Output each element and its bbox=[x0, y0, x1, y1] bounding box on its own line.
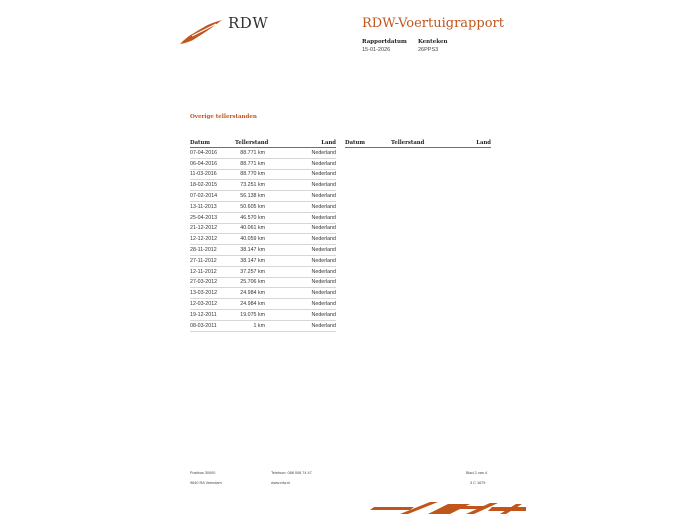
cell-reading: 24.984 km bbox=[240, 290, 265, 297]
cell-date: 12-11-2012 bbox=[190, 268, 217, 275]
table-row bbox=[190, 170, 336, 181]
report-date-block bbox=[362, 39, 407, 53]
cell-country: Nederland bbox=[311, 268, 336, 275]
table-row bbox=[190, 321, 336, 332]
cell-date: 13-11-2013 bbox=[190, 203, 217, 210]
cell-date: 06-04-2016 bbox=[190, 160, 218, 167]
cell-country: Nederland bbox=[311, 301, 336, 308]
table-row bbox=[190, 310, 336, 321]
cell-reading: 73.251 km bbox=[240, 182, 265, 189]
document-title: RDW-Voertuigrapport bbox=[362, 16, 504, 31]
odometer-table-second bbox=[345, 138, 491, 148]
rdw-stripe-graphic-icon bbox=[370, 500, 526, 514]
cell-date: 19-12-2011 bbox=[190, 311, 217, 318]
cell-date: 18-02-2015 bbox=[190, 182, 218, 189]
col-country-header: Land bbox=[321, 140, 336, 146]
table-row bbox=[190, 213, 336, 224]
plate-block bbox=[418, 39, 448, 53]
table-header bbox=[190, 138, 336, 148]
cell-country: Nederland bbox=[311, 193, 336, 200]
cell-reading: 88.771 km bbox=[240, 160, 265, 167]
cell-country: Nederland bbox=[311, 257, 336, 264]
cell-date: 07-02-2014 bbox=[190, 193, 218, 200]
plate-label: Kenteken bbox=[418, 39, 448, 45]
col-date-header: Datum bbox=[190, 140, 210, 146]
cell-reading: 25.706 km bbox=[240, 279, 265, 286]
table-row bbox=[190, 267, 336, 278]
cell-reading: 19.075 km bbox=[240, 311, 265, 318]
footer-code: 3 C 1679 bbox=[470, 481, 486, 485]
cell-date: 28-11-2012 bbox=[190, 247, 217, 254]
rdw-logo-icon bbox=[178, 14, 226, 46]
cell-country: Nederland bbox=[311, 322, 336, 329]
cell-date: 08-03-2011 bbox=[190, 322, 217, 329]
cell-date: 25-04-2013 bbox=[190, 214, 218, 221]
cell-country: Nederland bbox=[311, 311, 336, 318]
cell-country: Nederland bbox=[311, 203, 336, 210]
cell-reading: 24.984 km bbox=[240, 301, 265, 308]
table-row bbox=[190, 234, 336, 245]
cell-reading: 88.770 km bbox=[240, 171, 265, 178]
plate-value: 26PPS3 bbox=[418, 47, 439, 53]
cell-reading: 56.138 km bbox=[240, 193, 265, 200]
cell-country: Nederland bbox=[311, 214, 336, 221]
cell-reading: 50.605 km bbox=[240, 203, 265, 210]
footer-page: Blad 2 van 4 bbox=[466, 471, 488, 475]
col-date-header-second: Datum bbox=[345, 140, 365, 146]
cell-date: 27-03-2012 bbox=[190, 279, 218, 286]
table-row bbox=[190, 299, 336, 310]
brand-name: RDW bbox=[228, 14, 269, 32]
cell-date: 07-04-2016 bbox=[190, 149, 218, 156]
cell-country: Nederland bbox=[311, 247, 336, 254]
table-header-second bbox=[345, 138, 491, 148]
footer-phone: Telefoon: 088 008 74 47 bbox=[271, 471, 312, 475]
table-row bbox=[190, 256, 336, 267]
cell-country: Nederland bbox=[311, 225, 336, 232]
table-row bbox=[190, 288, 336, 299]
cell-reading: 40.059 km bbox=[240, 236, 265, 243]
section-title: Overige tellerstanden bbox=[190, 114, 257, 120]
footer-website[interactable]: www.rdw.nl bbox=[271, 481, 290, 485]
col-reading-header: Tellerstand bbox=[235, 140, 269, 146]
cell-reading: 37.257 km bbox=[240, 268, 265, 275]
cell-country: Nederland bbox=[311, 149, 336, 156]
cell-date: 21-12-2012 bbox=[190, 225, 218, 232]
cell-date: 13-03-2012 bbox=[190, 290, 218, 297]
cell-country: Nederland bbox=[311, 182, 336, 189]
table-row bbox=[190, 180, 336, 191]
cell-reading: 46.570 km bbox=[240, 214, 265, 221]
cell-date: 12-12-2012 bbox=[190, 236, 218, 243]
cell-reading: 38.147 km bbox=[240, 247, 265, 254]
cell-date: 27-11-2012 bbox=[190, 257, 217, 264]
cell-country: Nederland bbox=[311, 171, 336, 178]
cell-reading: 40.061 km bbox=[240, 225, 265, 232]
table-row bbox=[190, 224, 336, 235]
cell-country: Nederland bbox=[311, 290, 336, 297]
report-date-label: Rapportdatum bbox=[362, 39, 407, 45]
footer-postbus: Postbus 30000 bbox=[190, 471, 216, 475]
cell-reading: 1 km bbox=[253, 322, 265, 329]
col-reading-header-second: Tellerstand bbox=[391, 140, 425, 146]
cell-country: Nederland bbox=[311, 236, 336, 243]
table-row bbox=[190, 191, 336, 202]
report-date-value: 15-01-2026 bbox=[362, 47, 391, 53]
cell-country: Nederland bbox=[311, 279, 336, 286]
table-row bbox=[190, 148, 336, 159]
table-row bbox=[190, 202, 336, 213]
cell-reading: 88.771 km bbox=[240, 149, 265, 156]
cell-reading: 38.147 km bbox=[240, 257, 265, 264]
cell-date: 11-03-2016 bbox=[190, 171, 217, 178]
col-country-header-second: Land bbox=[476, 140, 491, 146]
odometer-table bbox=[190, 138, 336, 332]
table-row bbox=[190, 278, 336, 289]
cell-country: Nederland bbox=[311, 160, 336, 167]
table-row bbox=[190, 245, 336, 256]
cell-date: 12-03-2012 bbox=[190, 301, 218, 308]
footer-address: 9640 RA Veendam bbox=[190, 481, 222, 485]
table-row bbox=[190, 159, 336, 170]
